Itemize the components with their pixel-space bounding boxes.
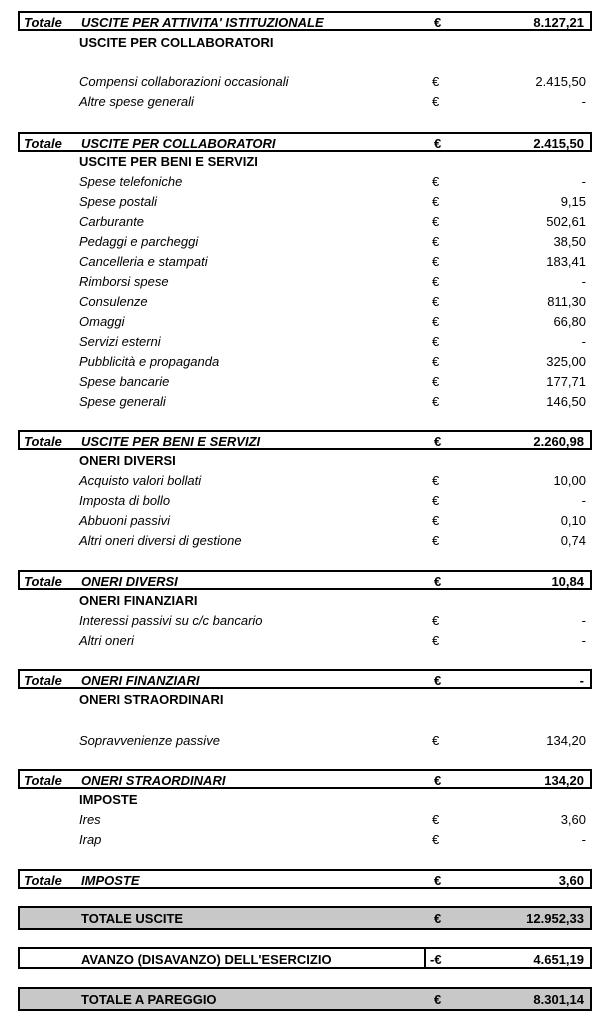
- line-item-sopravvenienze-passive: [18, 731, 592, 751]
- line-item-interessi-passivi-su-c-c-bancario: [18, 611, 592, 631]
- amount-value: 66,80: [553, 314, 586, 329]
- row-description: Altri oneri diversi di gestione: [79, 533, 242, 548]
- section-header-oneri-straordinari: [18, 690, 592, 710]
- amount-value: 177,71: [546, 374, 586, 389]
- row-description: Carburante: [79, 214, 145, 229]
- line-item-altre-spese-generali: [18, 92, 592, 112]
- row-description: USCITE PER COLLABORATORI: [81, 136, 276, 151]
- amount-value: -: [581, 334, 586, 349]
- total-label: Totale: [24, 434, 62, 449]
- total-row-uscite-per-attivita-istituzionale: [18, 11, 592, 31]
- currency-symbol: €: [432, 812, 440, 827]
- amount-value: 0,10: [560, 513, 586, 528]
- amount-value: 2.415,50: [533, 136, 584, 151]
- row-description: Consulenze: [79, 294, 148, 309]
- line-item-imposta-di-bollo: [18, 491, 592, 511]
- amount-value: 38,50: [553, 234, 586, 249]
- row-description: USCITE PER COLLABORATORI: [79, 35, 274, 50]
- total-label: Totale: [24, 574, 62, 589]
- row-description: Spese telefoniche: [79, 174, 183, 189]
- currency-symbol: €: [432, 274, 440, 289]
- row-description: Compensi collaborazioni occasionali: [79, 74, 289, 89]
- currency-symbol: €: [432, 394, 440, 409]
- row-description: Interessi passivi su c/c bancario: [79, 613, 263, 628]
- row-description: Omaggi: [79, 314, 125, 329]
- row-description: USCITE PER BENI E SERVIZI: [81, 434, 261, 449]
- currency-symbol: €: [434, 136, 442, 151]
- total-label: Totale: [24, 773, 62, 788]
- currency-symbol: €: [432, 633, 440, 648]
- section-header-oneri-finanziari: [18, 591, 592, 611]
- row-description: USCITE PER ATTIVITA' ISTITUZIONALE: [81, 15, 324, 30]
- row-description: Pubblicità e propaganda: [79, 354, 220, 369]
- row-description: Sopravvenienze passive: [79, 733, 220, 748]
- line-item-irap: [18, 830, 592, 850]
- amount-value: 12.952,33: [526, 911, 584, 926]
- amount-value: 325,00: [546, 354, 586, 369]
- total-row-uscite-per-collaboratori: [18, 132, 592, 152]
- row-description: ONERI DIVERSI: [81, 574, 178, 589]
- currency-symbol: €: [432, 94, 440, 109]
- currency-symbol: €: [434, 15, 442, 30]
- row-description: IMPOSTE: [79, 792, 138, 807]
- amount-value: 502,61: [546, 214, 586, 229]
- row-description: ONERI STRAORDINARI: [81, 773, 226, 788]
- row-description: Acquisto valori bollati: [79, 473, 202, 488]
- amount-value: -: [581, 613, 586, 628]
- amount-value: -: [581, 94, 586, 109]
- grand-total-row-totale-uscite: [18, 906, 592, 930]
- result-row: [18, 947, 592, 969]
- currency-symbol: €: [432, 234, 440, 249]
- line-item-abbuoni-passivi: [18, 511, 592, 531]
- row-description: ONERI DIVERSI: [79, 453, 176, 468]
- currency-symbol: €: [432, 314, 440, 329]
- currency-symbol: €: [432, 493, 440, 508]
- amount-value: 183,41: [546, 254, 586, 269]
- amount-value: 4.651,19: [533, 952, 584, 967]
- currency-symbol: €: [432, 174, 440, 189]
- line-item-spese-postali: [18, 192, 592, 212]
- line-item-altri-oneri-diversi-di-gestione: [18, 531, 592, 551]
- currency-symbol: €: [432, 613, 440, 628]
- line-item-acquisto-valori-bollati: [18, 471, 592, 491]
- line-item-compensi-collaborazioni-occasionali: [18, 72, 592, 92]
- line-item-servizi-esterni: [18, 332, 592, 352]
- line-item-rimborsi-spese: [18, 272, 592, 292]
- row-description: Imposta di bollo: [79, 493, 171, 508]
- amount-value: 3,60: [560, 812, 586, 827]
- line-item-carburante: [18, 212, 592, 232]
- amount-value: -: [581, 274, 586, 289]
- currency-symbol: €: [432, 74, 440, 89]
- currency-symbol: €: [432, 294, 440, 309]
- currency-symbol: €: [432, 513, 440, 528]
- currency-symbol: €: [432, 533, 440, 548]
- currency-symbol: €: [432, 194, 440, 209]
- currency-symbol: €: [432, 254, 440, 269]
- currency-symbol: €: [432, 832, 440, 847]
- row-description: Rimborsi spese: [79, 274, 169, 289]
- line-item-altri-oneri: [18, 631, 592, 651]
- amount-value: 811,30: [547, 294, 586, 309]
- line-item-pubblicit-e-propaganda: [18, 352, 592, 372]
- currency-symbol: €: [434, 434, 442, 449]
- amount-value: 8.127,21: [533, 15, 584, 30]
- line-item-pedaggi-e-parcheggi: [18, 232, 592, 252]
- currency-symbol: €: [432, 334, 440, 349]
- row-description: TOTALE USCITE: [81, 911, 184, 926]
- line-item-ires: [18, 810, 592, 830]
- amount-value: 8.301,14: [533, 992, 584, 1007]
- row-description: ONERI FINANZIARI: [79, 593, 198, 608]
- amount-value: 146,50: [546, 394, 586, 409]
- row-description: Servizi esterni: [79, 334, 161, 349]
- amount-value: 134,20: [544, 773, 584, 788]
- currency-symbol: €: [434, 992, 442, 1007]
- row-description: Spese postali: [79, 194, 158, 209]
- row-description: Spese generali: [79, 394, 166, 409]
- amount-value: -: [581, 493, 586, 508]
- amount-value: -: [579, 673, 584, 688]
- total-label: Totale: [24, 673, 62, 688]
- line-item-cancelleria-e-stampati: [18, 252, 592, 272]
- row-description: ONERI FINANZIARI: [81, 673, 200, 688]
- row-description: Altre spese generali: [79, 94, 194, 109]
- amount-value: -: [581, 832, 586, 847]
- cell-divider: [424, 949, 426, 967]
- amount-value: 10,84: [551, 574, 584, 589]
- line-item-spese-telefoniche: [18, 172, 592, 192]
- currency-symbol: €: [434, 773, 442, 788]
- section-header-oneri-diversi: [18, 451, 592, 471]
- row-description: Irap: [79, 832, 102, 847]
- currency-symbol: €: [434, 873, 442, 888]
- amount-value: 9,15: [560, 194, 586, 209]
- row-description: IMPOSTE: [81, 873, 140, 888]
- currency-symbol: €: [434, 911, 442, 926]
- row-description: Pedaggi e parcheggi: [79, 234, 199, 249]
- total-row-uscite-per-beni-e-servizi: [18, 430, 592, 450]
- currency-symbol: €: [434, 574, 442, 589]
- total-label: Totale: [24, 15, 62, 30]
- total-label: Totale: [24, 873, 62, 888]
- currency-symbol: €: [434, 673, 442, 688]
- amount-value: -: [581, 174, 586, 189]
- row-description: ONERI STRAORDINARI: [79, 692, 224, 707]
- row-description: TOTALE A PAREGGIO: [81, 992, 217, 1007]
- line-item-consulenze: [18, 292, 592, 312]
- amount-value: -: [581, 633, 586, 648]
- row-description: USCITE PER BENI E SERVIZI: [79, 154, 258, 169]
- currency-symbol: €: [432, 374, 440, 389]
- row-description: Spese bancarie: [79, 374, 170, 389]
- grand-total-row-totale-a-pareggio: [18, 987, 592, 1011]
- currency-symbol: €: [432, 733, 440, 748]
- row-description: Ires: [79, 812, 101, 827]
- total-row-oneri-straordinari: [18, 769, 592, 789]
- line-item-spese-bancarie: [18, 372, 592, 392]
- line-item-spese-generali: [18, 392, 592, 412]
- amount-value: 2.415,50: [535, 74, 586, 89]
- row-description: Abbuoni passivi: [79, 513, 171, 528]
- row-description: Altri oneri: [79, 633, 134, 648]
- row-description: AVANZO (DISAVANZO) DELL'ESERCIZIO: [81, 952, 332, 967]
- currency-symbol: €: [432, 354, 440, 369]
- total-label: Totale: [24, 136, 62, 151]
- amount-value: 3,60: [558, 873, 584, 888]
- section-header-uscite-per-collaboratori: [18, 33, 592, 53]
- section-header-imposte: [18, 790, 592, 810]
- currency-symbol: -€: [430, 952, 442, 967]
- amount-value: 134,20: [546, 733, 586, 748]
- total-row-oneri-diversi: [18, 570, 592, 590]
- currency-symbol: €: [432, 214, 440, 229]
- section-header-uscite-per-beni-e-servizi: [18, 152, 592, 172]
- row-description: Cancelleria e stampati: [79, 254, 208, 269]
- total-row-oneri-finanziari: [18, 669, 592, 689]
- amount-value: 10,00: [553, 473, 586, 488]
- total-row-imposte: [18, 869, 592, 889]
- currency-symbol: €: [432, 473, 440, 488]
- amount-value: 2.260,98: [533, 434, 584, 449]
- line-item-omaggi: [18, 312, 592, 332]
- amount-value: 0,74: [560, 533, 586, 548]
